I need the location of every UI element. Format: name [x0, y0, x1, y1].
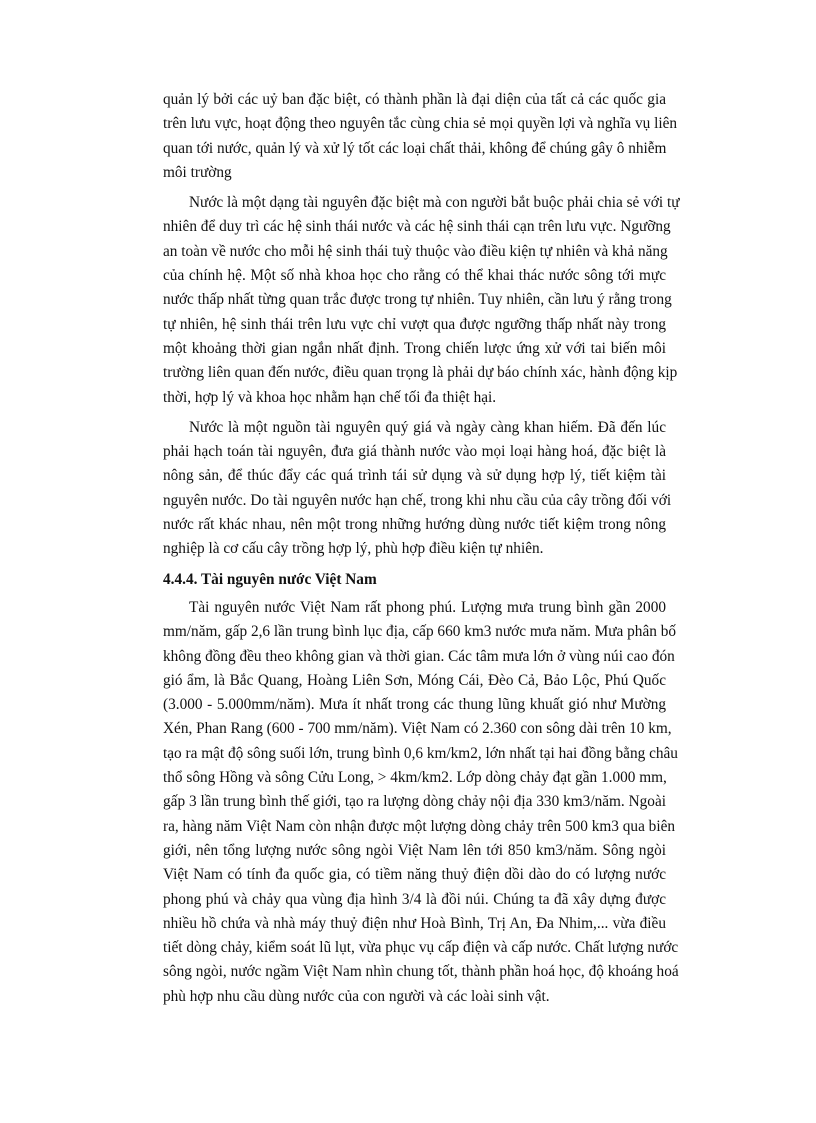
text-line: quản lý bởi các uỷ ban đặc biệt, có thành phần là đại diện của tất cả các quốc gia [163, 91, 666, 108]
text-line: môi trường [163, 163, 232, 181]
document-page [163, 88, 680, 1009]
text-line: nông sản, để thúc đẩy các quá trình tái sử dụng và sử dụng hợp lý, tiết kiệm tài [163, 467, 666, 485]
text-line: thổ sông Hồng và sông Cửu Long, > 4km/km2. Lớp dòng chảy đạt gần 1.000 mm, [163, 769, 667, 787]
text-line: sông ngòi, nước ngầm Việt Nam nhìn chung tốt, thành phần hoá học, độ khoáng hoá [163, 963, 679, 981]
text-line: của chính hệ. Một số nhà khoa học cho rằng có thể khai thác nước sông tới mực [163, 267, 666, 285]
text-line: Nước là một nguồn tài nguyên quý giá và ngày càng khan hiếm. Đã đến lúc [189, 418, 666, 436]
paragraph-4 [163, 596, 679, 1009]
text-line: tạo ra mật độ sông suối lớn, trung bình 0,6 km/km2, lớn nhất tại hai đồng bằng châu [163, 744, 678, 762]
paragraph-3 [163, 416, 672, 562]
text-line: tự nhiên, hệ sinh thái trên lưu vực chỉ vượt qua được ngưỡng thấp nhất này trong [163, 315, 666, 333]
text-line: giới, nên tổng lượng nước sông ngòi Việt Nam lên tới 850 km3/năm. Sông ngòi [163, 841, 666, 859]
text-line: nhiều hồ chứa và nhà máy thuỷ điện như Hoà Bình, Trị An, Đa Nhim,... vừa điều [163, 914, 666, 932]
text-line: nghiệp là cơ cấu cây trồng hợp lý, phù hợp điều kiện tự nhiên. [163, 540, 544, 558]
text-line: tiết dòng chảy, kiểm soát lũ lụt, vừa phục vụ cấp điện và cấp nước. Chất lượng nước [163, 939, 679, 957]
text-line: trường liên quan đến nước, điều quan trọng là phải dự báo chính xác, hành động kịp [163, 364, 678, 382]
paragraph-2 [163, 191, 680, 410]
text-line: ra, hàng năm Việt Nam còn nhận được một lượng dòng chảy trên 500 km3 qua biên [163, 817, 676, 835]
text-line: gió ẩm, là Bắc Quang, Hoàng Liên Sơn, Móng Cái, Đèo Cả, Bảo Lộc, Phú Quốc [163, 671, 666, 689]
section-heading: 4.4.4. Tài nguyên nước Việt Nam [163, 570, 377, 588]
text-line: nguyên nước. Do tài nguyên nước hạn chế, trong khi nhu cầu của cây trồng đối với [163, 491, 672, 509]
text-line: gấp 3 lần trung bình thế giới, tạo ra lượng dòng chảy nội địa 330 km3/năm. Ngoài [163, 793, 666, 811]
text-line: quan tới nước, quản lý và xử lý tốt các loại chất thải, không để chúng gây ô nhiễm [163, 139, 667, 157]
text-line: trên lưu vực, hoạt động theo nguyên tắc cùng chia sẻ mọi quyền lợi và nghĩa vụ liên [163, 115, 678, 133]
text-line: Xén, Phan Rang (600 - 700 mm/năm). Việt Nam có 2.360 con sông dài trên 10 km, [163, 720, 672, 738]
text-line: Nước là một dạng tài nguyên đặc biệt mà con người bắt buộc phải chia sẻ với tự [189, 194, 680, 212]
paragraph-1 [163, 88, 678, 185]
text-line: (3.000 - 5.000mm/năm). Mưa ít nhất trong các thung lũng khuất gió như Mường [163, 696, 666, 714]
text-line: nước rất khác nhau, nên một trong những hướng dùng nước tiết kiệm trong nông [163, 516, 666, 534]
text-line: mm/năm, gấp 2,6 lần trung bình lục địa, cấp 660 km3 nước mưa năm. Mưa phân bố [163, 623, 677, 641]
text-line: phong phú và chảy qua vùng địa hình 3/4 là đồi núi. Chúng ta đã xây dựng được [163, 890, 666, 908]
text-line: an toàn về nước cho mỗi hệ sinh thái tuỳ thuộc vào điều kiện tự nhiên và khả năng [163, 242, 668, 260]
text-line: không đồng đều theo không gian và thời gian. Các tâm mưa lớn ở vùng núi cao đón [163, 647, 675, 665]
text-line: nước thấp nhất từng quan trắc được trong tự nhiên. Tuy nhiên, cần lưu ý rằng trong [163, 291, 672, 309]
text-line: phù hợp nhu cầu dùng nước của con người và các loài sinh vật. [163, 987, 550, 1005]
text-line: thời, hợp lý và khoa học nhằm hạn chế tối đa thiệt hại. [163, 388, 497, 406]
text-line: nhiên để duy trì các hệ sinh thái nước và các hệ sinh thái cạn trên lưu vực. Ngưỡng [163, 218, 671, 236]
text-line: phải hạch toán tài nguyên, đưa giá thành nước vào mọi loại hàng hoá, đặc biệt là [163, 443, 666, 461]
text-line: một khoảng thời gian ngắn nhất định. Trong chiến lược ứng xử với tai biến môi [163, 339, 666, 357]
text-line: Việt Nam có tính đa quốc gia, có tiềm năng thuỷ điện dồi dào do có lượng nước [163, 866, 666, 884]
text-line: Tài nguyên nước Việt Nam rất phong phú. Lượng mưa trung bình gần 2000 [189, 598, 666, 616]
